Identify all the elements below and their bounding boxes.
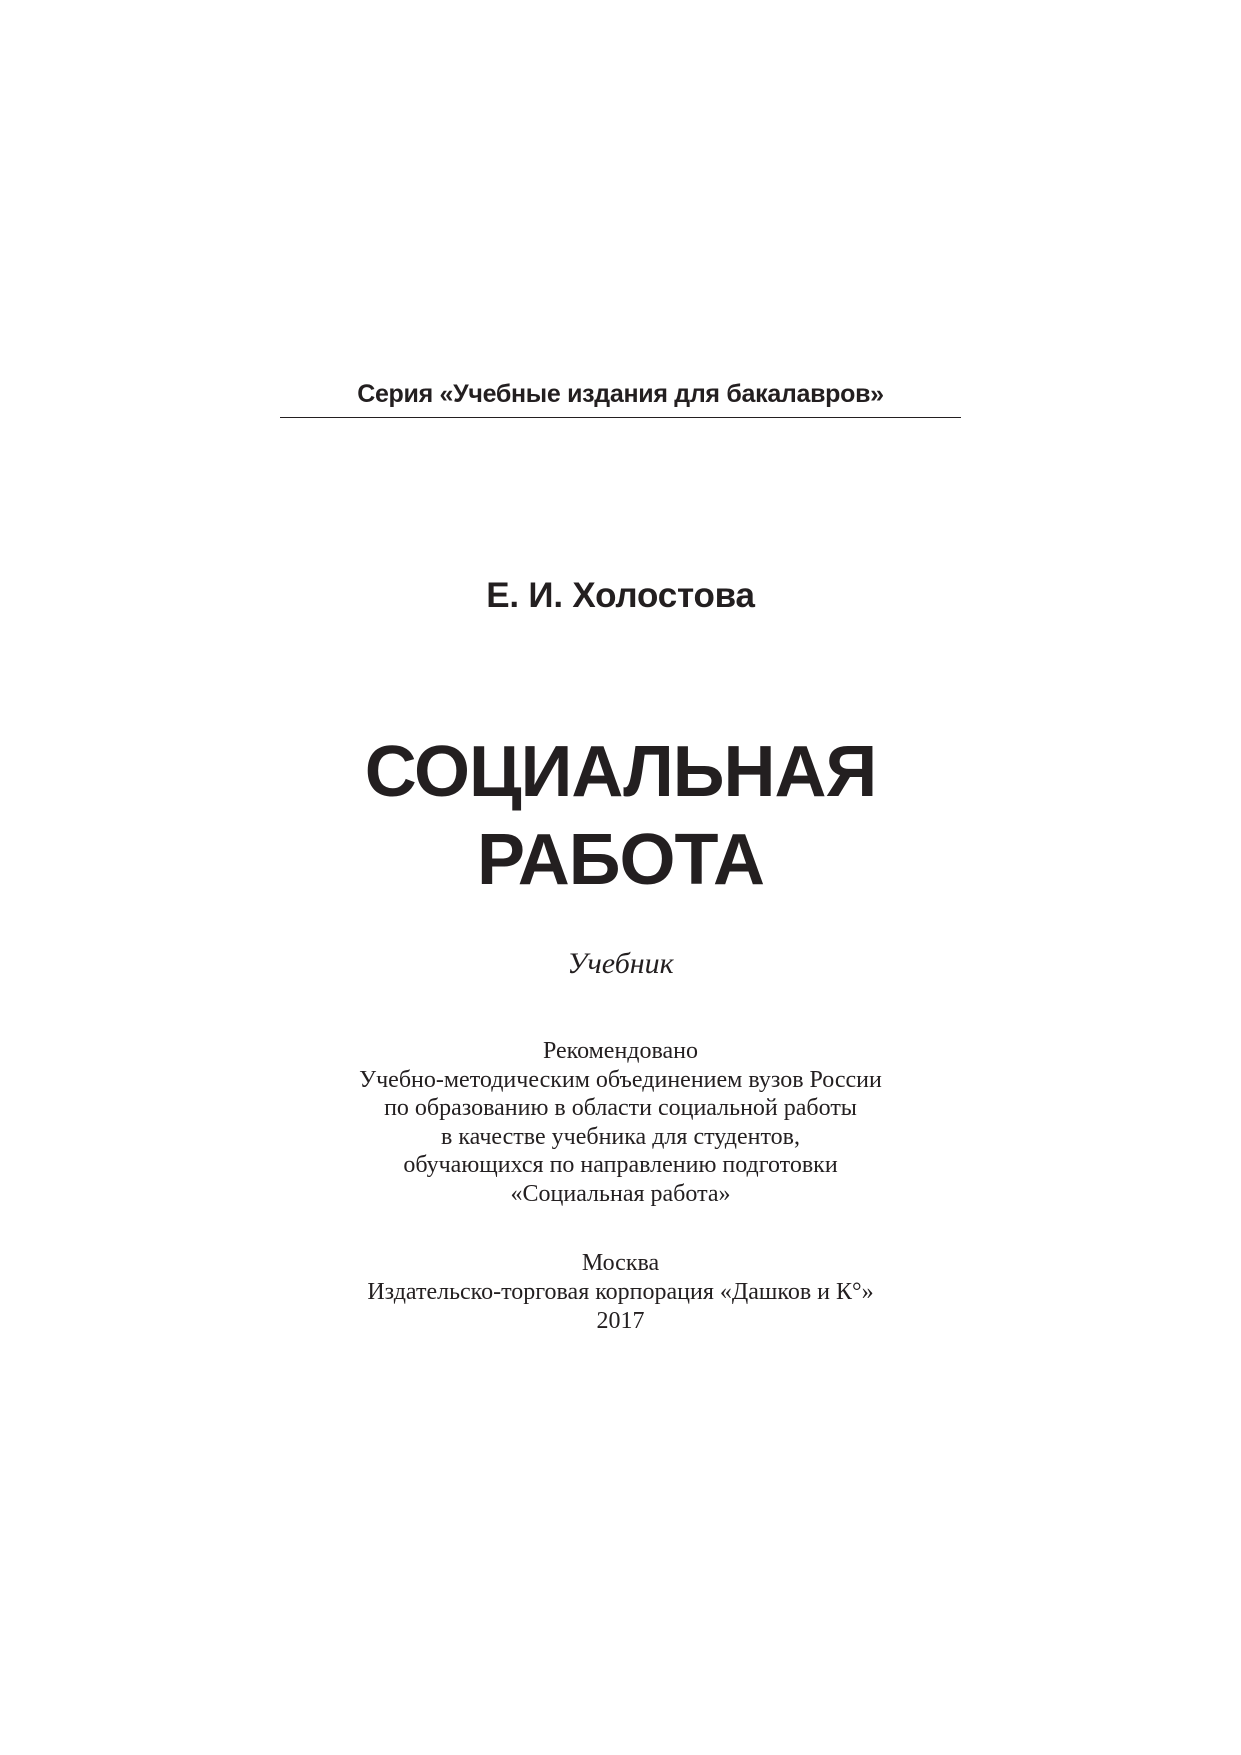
recommendation-line: Учебно-методическим объединением вузов России [359, 1066, 882, 1093]
recommendation-line: в качестве учебника для студентов, [441, 1123, 800, 1150]
book-type: Учебник [567, 947, 674, 980]
recommendation-line: по образованию в области социальной работы [384, 1095, 857, 1122]
book-title [0, 728, 1241, 904]
book-title-line-1: СОЦИАЛЬНАЯ [364, 732, 877, 812]
recommendation-block [0, 1037, 1241, 1209]
recommendation-line: обучающихся по направлению подготовки [403, 1152, 838, 1179]
imprint-block [0, 1249, 1241, 1336]
series-divider [280, 417, 961, 418]
book-title-line-2: РАБОТА [477, 820, 764, 900]
imprint-city: Москва [581, 1250, 660, 1276]
author-name: Е. И. Холостова [486, 576, 755, 615]
recommendation-line: Рекомендовано [542, 1038, 699, 1064]
imprint-publisher: Издательско-торговая корпорация «Дашков и К°» [367, 1279, 874, 1305]
imprint-year: 2017 [596, 1308, 645, 1334]
series-title: Серия «Учебные издания для бакалавров» [357, 380, 884, 408]
recommendation-line: «Социальная работа» [510, 1180, 731, 1207]
